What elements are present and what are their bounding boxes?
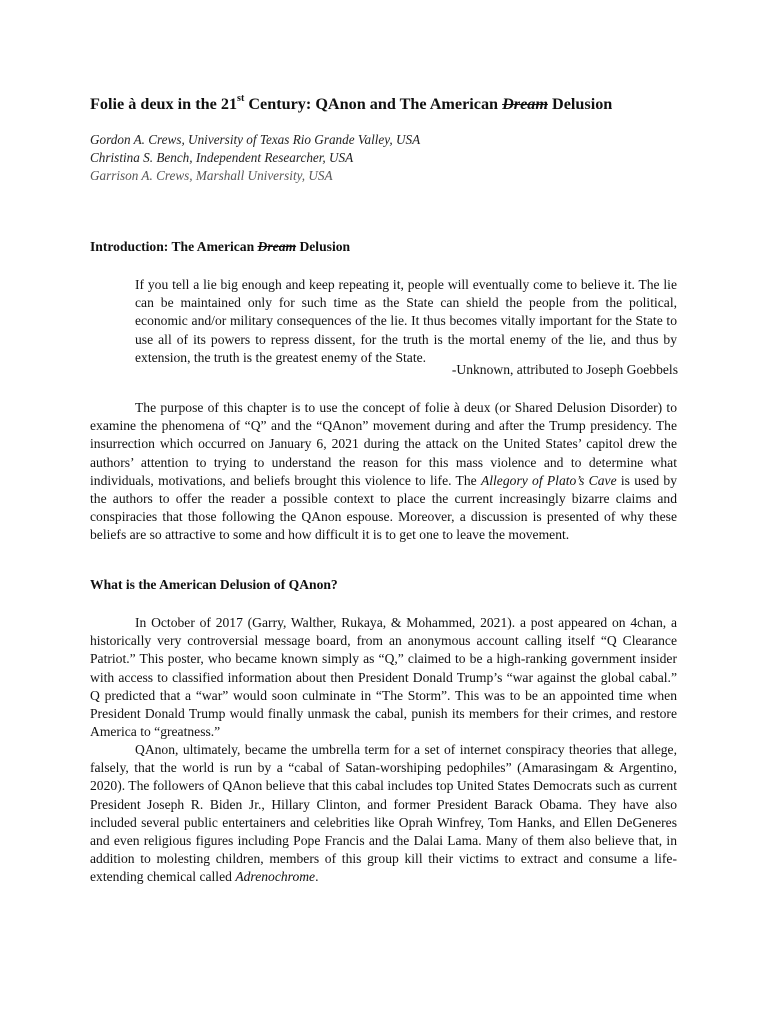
title-superscript: st: [237, 92, 245, 104]
author-list: [90, 131, 690, 185]
intro-heading-suffix: Delusion: [296, 239, 351, 254]
italic-term: Adrenochrome: [235, 869, 316, 885]
title-text-suffix: Delusion: [547, 95, 613, 113]
author-line: Garrison A. Crews, Marshall University, USA: [90, 168, 333, 183]
title-struck-word: Dream: [502, 95, 548, 113]
document-title: [90, 93, 730, 115]
block-quote: If you tell a lie big enough and keep repeating it, people will eventually come to believe it. The lie can be maintained only for such time as the State can shield the people from the political, economic and/or military consequences of the lie. It thus becomes vitally important for the State to use all of its powers to repress dissent, for the truth is the mortal enemy of the lie, and thus by extension, the truth is the greatest enemy of the State.: [135, 277, 677, 365]
author-line: Christina S. Bench, Independent Researcher, USA: [90, 150, 354, 165]
paragraph-purpose: The purpose of this chapter is to use the concept of folie à deux (or Shared Delusion Disorder) to examine the phenomena of “Q” and the “QAnon” movement during and after the Trump presidency. The insurrection which occurred on January 6, 2021 during the attack on the United States’ capitol drew the authors’ attention to trying to understand the reason for this mass violence and to determine what individuals, motivations, and beliefs brought this violence to life. The Allegory of Plato’s Cave is used by the authors to offer the reader a possible context to place the current increasingly bizarre claims and conspiracies that those following the QAnon espouse. Moreover, a discussion is presented of why these beliefs are so attractive to some and how difficult it is to get one to leave the movement.: [90, 400, 678, 543]
intro-heading: [90, 239, 350, 255]
title-text-middle: Century: QAnon and The American: [244, 95, 503, 113]
title-text: Folie à deux in the 21: [90, 95, 238, 113]
section-heading: What is the American Delusion of QAnon?: [90, 577, 338, 592]
intro-heading-text: Introduction: The American: [90, 239, 258, 254]
paragraph-origin: In October of 2017 (Garry, Walther, Rukaya, & Mohammed, 2021). a post appeared on 4chan, a historically very controversial message board, from an anonymous account calling itself “Q Clearance Patriot.” This poster, who became known simply as “Q,” claimed to be a high-ranking government insider with access to classified information about then President Donald Trump’s “war against the global cabal.” Q predicted that a “war” would soon culminate in “The Storm”. This was to be an appointed time when President Donald Trump would finally unmask the cabal, punish its members for their crimes, and restore America to “greatness.”: [90, 615, 677, 740]
intro-heading-struck-word: Dream: [257, 239, 297, 254]
italic-title: Allegory of Plato’s Cave: [480, 472, 617, 488]
paragraph-qanon: QAnon, ultimately, became the umbrella term for a set of internet conspiracy theories that allege, falsely, that the world is run by a “cabal of Satan-worshiping pedophiles” (Amarasingam & Argentino, 2020). The followers of QAnon believe that this cabal includes top United States Democrats such as current President Joseph R. Biden Jr., Hillary Clinton, and former President Barack Obama. They have also included several public entertainers and celebrities like Oprah Winfrey, Tom Hanks, and Ellen DeGeneres and even religious figures including Pope Francis and the Dalai Lama. Many of them also believe that, in addition to molesting children, members of this group kill their victims to extract and consume a life-extending chemical called Adrenochrome.: [90, 742, 677, 885]
quote-attribution: -Unknown, attributed to Joseph Goebbels: [451, 362, 678, 377]
author-line: Gordon A. Crews, University of Texas Rio Grande Valley, USA: [90, 132, 421, 147]
